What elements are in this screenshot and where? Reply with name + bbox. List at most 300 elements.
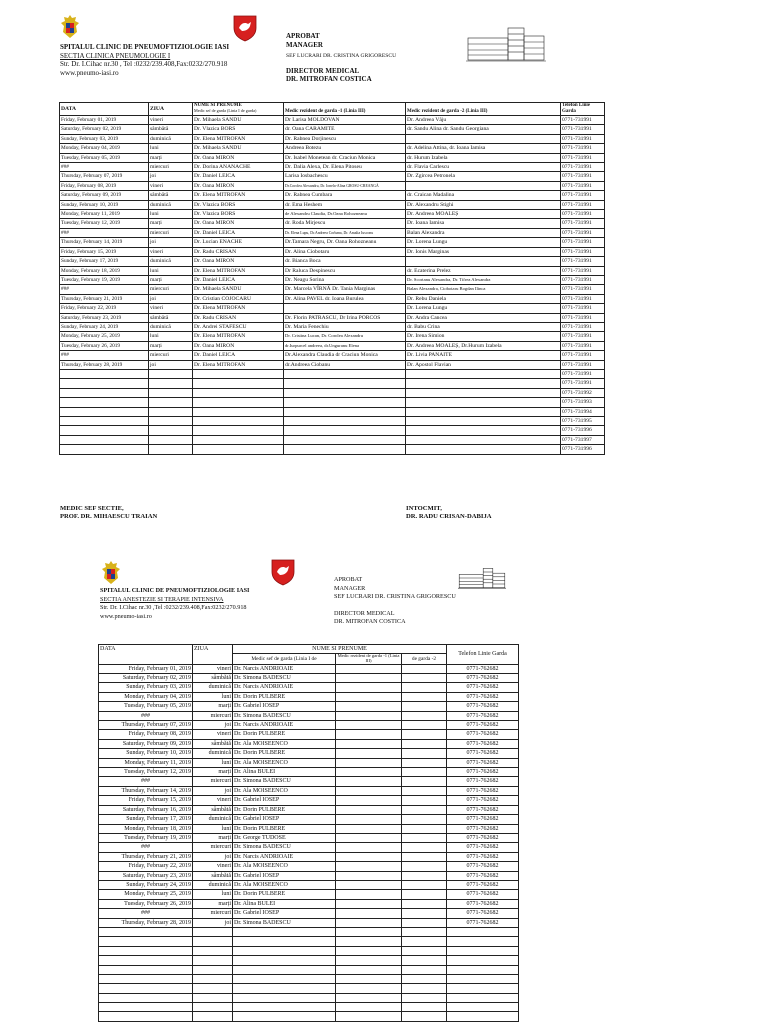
- table-row: [99, 711, 519, 720]
- cell-empty: [336, 824, 402, 833]
- website: www.pneumo-iasi.ro: [100, 612, 152, 620]
- cell-empty: [149, 388, 193, 397]
- table-row: [99, 739, 519, 748]
- cell-empty: [99, 946, 193, 955]
- cell-date: Sunday, February 10, 2019: [99, 749, 193, 758]
- cell-date: Tuesday, February 12, 2019: [99, 768, 193, 777]
- table-row: [60, 275, 605, 284]
- table-row-empty: [60, 369, 605, 378]
- cell-empty: [402, 909, 447, 918]
- cell-phone: 0771-731997: [561, 435, 605, 444]
- cell-phone: 0771-762682: [447, 739, 519, 748]
- cell-chief: Dr. Oana MIRON: [193, 257, 284, 266]
- cell-day: vineri: [149, 304, 193, 313]
- cell-chief: Dr. Narcis ANDRIOAIE: [233, 664, 336, 673]
- cell-phone: 0771-731991: [561, 369, 605, 378]
- cell-day: miercuri: [149, 351, 193, 360]
- cell-resident-2: Dr. Ioana Iamisa: [406, 219, 561, 228]
- cell-resident-2: [406, 181, 561, 190]
- cell-empty: [233, 984, 336, 993]
- table-row: [99, 909, 519, 918]
- cell-chief: Dr. Alina BULEI: [233, 768, 336, 777]
- cell-resident-1: Dr. Rabnea Dorjinescu: [284, 134, 406, 143]
- cell-chief: Dr. Gabriel IOSEP: [233, 702, 336, 711]
- cell-date: Saturday, February 16, 2019: [99, 805, 193, 814]
- cell-chief: Dr. Gabriel IOSEP: [233, 871, 336, 880]
- cell-empty: [99, 974, 193, 983]
- cell-empty: [149, 398, 193, 407]
- cell-day: duminică: [193, 683, 233, 692]
- cell-date: Sunday, February 17, 2019: [60, 257, 149, 266]
- cell-phone: 0771-731991: [561, 247, 605, 256]
- cell-empty: [60, 407, 149, 416]
- cell-phone: 0771-731991: [561, 125, 605, 134]
- cell-empty: [447, 965, 519, 974]
- cell-phone: 0771-762682: [447, 730, 519, 739]
- cell-empty: [402, 674, 447, 683]
- cell-day: vineri: [193, 730, 233, 739]
- cell-empty: [233, 1012, 336, 1021]
- col-header-date: DATA: [99, 645, 193, 665]
- cell-day: vineri: [149, 116, 193, 125]
- header-left: [60, 43, 280, 77]
- cell-phone: 0771-762682: [447, 749, 519, 758]
- cell-phone: 0771-762682: [447, 683, 519, 692]
- cell-phone: 0771-731991: [561, 228, 605, 237]
- cell-empty: [336, 899, 402, 908]
- cell-empty: [402, 862, 447, 871]
- cell-empty: [402, 974, 447, 983]
- cell-phone: 0771-762682: [447, 768, 519, 777]
- cell-empty: [60, 426, 149, 435]
- cell-empty: [233, 946, 336, 955]
- table-row: [60, 228, 605, 237]
- cell-resident-1: dr. Bianca Boca: [284, 257, 406, 266]
- director-label: DIRECTOR MEDICAL: [286, 66, 360, 75]
- table-row: [60, 360, 605, 369]
- cell-phone: 0771-762682: [447, 758, 519, 767]
- cell-empty: [402, 777, 447, 786]
- cell-chief: Dr. Simona BADESCU: [233, 843, 336, 852]
- cell-empty: [336, 956, 402, 965]
- cell-phone: 0771-762682: [447, 880, 519, 889]
- cell-phone: 0771-762682: [447, 871, 519, 880]
- cell-phone: 0771-762682: [447, 721, 519, 730]
- cell-phone: 0771-731991: [561, 116, 605, 125]
- cell-empty: [336, 918, 402, 927]
- cell-chief: Dr. Ala MOISEENCO: [233, 758, 336, 767]
- cell-date: Tuesday, February 26, 2019: [60, 341, 149, 350]
- cell-empty: [336, 937, 402, 946]
- cell-day: miercuri: [149, 228, 193, 237]
- cell-resident-2: Dr. Scortanu Alexandra, Dr. Tifrea Alexandra: [406, 275, 561, 284]
- cell-resident-1: dr.Andreea Ciobanu: [284, 360, 406, 369]
- cell-resident-2: dr. Adelina Attina, dr. Ioana Iamisa: [406, 144, 561, 153]
- cell-empty: [336, 805, 402, 814]
- cell-chief: Dr. Oana MIRON: [193, 341, 284, 350]
- cell-phone: 0771-762682: [447, 777, 519, 786]
- cell-date: Monday, February 04, 2019: [60, 144, 149, 153]
- cell-phone: 0771-762682: [447, 862, 519, 871]
- cell-empty: [336, 768, 402, 777]
- cell-phone: 0771-731991: [561, 238, 605, 247]
- section-name: SECTIA CLINICA PNEUMOLOGIE I: [60, 51, 171, 60]
- cell-phone: 0771-731991: [561, 322, 605, 331]
- cell-phone: 0771-731991: [561, 275, 605, 284]
- cell-phone: 0771-762682: [447, 890, 519, 899]
- cell-empty: [99, 984, 193, 993]
- cell-resident-1: Dr. Neagu Sorina: [284, 275, 406, 284]
- table-row: [60, 116, 605, 125]
- cell-date: Sunday, February 10, 2019: [60, 200, 149, 209]
- cell-phone: 0771-731992: [561, 388, 605, 397]
- cell-date: Monday, February 25, 2019: [99, 890, 193, 899]
- cell-empty: [336, 786, 402, 795]
- table-row: [99, 749, 519, 758]
- cell-chief: Dr. Oana MIRON: [193, 181, 284, 190]
- cell-empty: [336, 739, 402, 748]
- cell-resident-2: Dr. Apostol Flavian: [406, 360, 561, 369]
- cell-day: joi: [149, 294, 193, 303]
- cell-empty: [402, 796, 447, 805]
- cell-chief: Dr. Mihaela SANDU: [193, 116, 284, 125]
- cell-empty: [284, 435, 406, 444]
- cell-empty: [284, 445, 406, 454]
- cell-empty: [402, 739, 447, 748]
- cell-day: marți: [193, 899, 233, 908]
- cell-resident-1: Dr Raluca Despinescu: [284, 266, 406, 275]
- cell-phone: 0771-731991: [561, 163, 605, 172]
- cell-phone: 0771-731991: [561, 379, 605, 388]
- cell-empty: [402, 805, 447, 814]
- cell-chief: Dr. Ala MOISEENCO: [233, 880, 336, 889]
- cell-chief: Dr. Narcis ANDRIOAIE: [233, 683, 336, 692]
- cell-date: ###: [60, 228, 149, 237]
- header-left-2: [100, 587, 330, 621]
- cell-date: ###: [60, 285, 149, 294]
- col-header-names: NUME SI PRENUME: [233, 645, 447, 654]
- cell-phone: 0771-762682: [447, 702, 519, 711]
- cell-resident-2: dr. Craican Madalina: [406, 191, 561, 200]
- cell-date: Tuesday, February 05, 2019: [99, 702, 193, 711]
- table-row-empty: [60, 379, 605, 388]
- cell-empty: [233, 937, 336, 946]
- cell-day: sâmbătă: [193, 871, 233, 880]
- cell-resident-1: Larisa Iosbachescu: [284, 172, 406, 181]
- cell-date: Friday, February 08, 2019: [99, 730, 193, 739]
- cell-empty: [284, 388, 406, 397]
- hospital-building-icon: [458, 566, 506, 590]
- hospital-name: SPITALUL CLINIC DE PNEUMOFTIZIOLOGIE IASI: [60, 43, 230, 51]
- table-row-empty: [60, 445, 605, 454]
- cell-date: Saturday, February 09, 2019: [99, 739, 193, 748]
- cell-chief: Dr. Alina BULEI: [233, 899, 336, 908]
- approved-label: APROBAT: [286, 32, 320, 40]
- cell-date: Tuesday, February 19, 2019: [60, 275, 149, 284]
- cell-phone: 0771-762682: [447, 918, 519, 927]
- cell-date: Thursday, February 14, 2019: [99, 786, 193, 795]
- cell-day: miercuri: [149, 285, 193, 294]
- cell-date: Tuesday, February 12, 2019: [60, 219, 149, 228]
- cell-empty: [99, 956, 193, 965]
- cell-day: joi: [149, 360, 193, 369]
- cell-day: marți: [149, 219, 193, 228]
- table-row: [99, 880, 519, 889]
- cell-chief: Dr. Lucian ENACHE: [193, 238, 284, 247]
- col-header-resident-1: Medic rezident de garda -1 (Linia III): [284, 103, 406, 116]
- cell-resident-1: Dr.Corolea Alexandru, Dr. Ionela-Alina GROSU-CREANGĂ: [284, 181, 406, 190]
- cell-day: marți: [193, 833, 233, 842]
- table-row: [99, 852, 519, 861]
- cell-day: sâmbătă: [149, 191, 193, 200]
- cell-chief: Dr. Simona BADESCU: [233, 777, 336, 786]
- cell-chief: Dr. Andrei STAFESCU: [193, 322, 284, 331]
- table-row: [99, 805, 519, 814]
- cell-resident-1: Dr. Marcela VÎRNĂ Dr. Tania Marginas: [284, 285, 406, 294]
- cell-phone: 0771-731991: [561, 172, 605, 181]
- cell-phone: 0771-731994: [561, 407, 605, 416]
- cell-phone: 0771-762682: [447, 711, 519, 720]
- cell-empty: [402, 880, 447, 889]
- cell-empty: [402, 1003, 447, 1012]
- cell-empty: [447, 993, 519, 1002]
- table-row: [99, 833, 519, 842]
- iasi-county-shield-icon: [232, 14, 258, 42]
- cell-empty: [336, 946, 402, 955]
- cell-empty: [336, 993, 402, 1002]
- cell-date: Tuesday, February 19, 2019: [99, 833, 193, 842]
- cell-day: marți: [193, 702, 233, 711]
- cell-phone: 0771-731991: [561, 313, 605, 322]
- cell-phone: 0771-731991: [561, 257, 605, 266]
- cell-empty: [402, 768, 447, 777]
- cell-day: duminică: [149, 257, 193, 266]
- cell-resident-2: Dr. Andra Cancea: [406, 313, 561, 322]
- table-row: [99, 768, 519, 777]
- cell-phone: 0771-731991: [561, 332, 605, 341]
- cell-day: luni: [193, 758, 233, 767]
- cell-empty: [402, 918, 447, 927]
- cell-empty: [402, 956, 447, 965]
- cell-empty: [284, 407, 406, 416]
- cell-date: Sunday, February 17, 2019: [99, 815, 193, 824]
- table-row: [99, 721, 519, 730]
- cell-resident-2: Dr. Livia PANAITE: [406, 351, 561, 360]
- cell-empty: [284, 369, 406, 378]
- cell-empty: [447, 1012, 519, 1021]
- cell-date: Friday, February 15, 2019: [99, 796, 193, 805]
- cell-empty: [149, 379, 193, 388]
- cell-empty: [233, 1003, 336, 1012]
- col-header-chief: NUME SI PRENUME Medic sef de garda (Linia I de garda): [193, 103, 284, 116]
- cell-date: Saturday, February 02, 2019: [99, 674, 193, 683]
- cell-date: Friday, February 22, 2019: [60, 304, 149, 313]
- cell-date: Sunday, February 03, 2019: [60, 134, 149, 143]
- cell-resident-2: Dr. Rebu Daniela: [406, 294, 561, 303]
- cell-phone: 0771-731995: [561, 417, 605, 426]
- cell-empty: [447, 946, 519, 955]
- cell-empty: [336, 843, 402, 852]
- cell-resident-1: Dr. Rabnea Cumbara: [284, 191, 406, 200]
- table-row-empty: [99, 946, 519, 955]
- cell-empty: [193, 927, 233, 936]
- cell-chief: Dr. Daniel LEICA: [193, 228, 284, 237]
- table-row-empty: [99, 1003, 519, 1012]
- cell-chief: Dr. Oana MIRON: [193, 153, 284, 162]
- table-row-empty: [60, 398, 605, 407]
- table-row: [60, 200, 605, 209]
- cell-chief: Dr. Ala MOISEENCO: [233, 786, 336, 795]
- cell-resident-2: Dr. Andreea MOALEȘ, Dr.Hurum Izabela: [406, 341, 561, 350]
- director-name: DR. MITROFAN COSTICA: [286, 75, 372, 83]
- table-row: [60, 332, 605, 341]
- cell-date: Friday, February 01, 2019: [99, 664, 193, 673]
- cell-empty: [193, 1003, 233, 1012]
- table-row-empty: [60, 407, 605, 416]
- table-1-header: [60, 103, 605, 116]
- cell-date: Monday, February 18, 2019: [99, 824, 193, 833]
- cell-day: marți: [149, 341, 193, 350]
- table-row: [60, 294, 605, 303]
- table-row: [99, 730, 519, 739]
- cell-empty: [149, 407, 193, 416]
- cell-chief: Dr. Elena MITROFAN: [193, 332, 284, 341]
- cell-chief: Dr. Ala MOISEENCO: [233, 739, 336, 748]
- cell-empty: [60, 388, 149, 397]
- cell-empty: [149, 445, 193, 454]
- cell-empty: [402, 843, 447, 852]
- cell-empty: [336, 862, 402, 871]
- cell-resident-2: Dr. Irena Simion: [406, 332, 561, 341]
- table-row-empty: [99, 984, 519, 993]
- cell-empty: [402, 833, 447, 842]
- cell-day: sâmbătă: [193, 805, 233, 814]
- cell-resident-1: dr. Ema Heshem: [284, 200, 406, 209]
- manager-name: SEF LUCRARI DR. CRISTINA GRIGORESCU: [334, 593, 456, 601]
- cell-empty: [402, 871, 447, 880]
- address: Str. Dr. I.Cihac nr.30 ,Tel :0232/239.408,Fax:0232/270.918: [100, 604, 247, 612]
- cell-empty: [336, 1012, 402, 1021]
- cell-empty: [284, 417, 406, 426]
- cell-day: sâmbătă: [149, 313, 193, 322]
- website: www.pneumo-iasi.ro: [60, 68, 119, 77]
- cell-empty: [99, 927, 193, 936]
- cell-empty: [402, 993, 447, 1002]
- cell-resident-2: dr. Flavia Carlescu: [406, 163, 561, 172]
- cell-date: ###: [99, 843, 193, 852]
- table-row: [99, 871, 519, 880]
- cell-day: vineri: [149, 181, 193, 190]
- cell-empty: [336, 927, 402, 936]
- cell-date: Friday, February 15, 2019: [60, 247, 149, 256]
- cell-empty: [60, 369, 149, 378]
- cell-empty: [406, 369, 561, 378]
- cell-empty: [193, 956, 233, 965]
- cell-empty: [406, 445, 561, 454]
- cell-chief: Dr. Vlazica BORS: [193, 125, 284, 134]
- cell-chief: Dr. Daniel LEICA: [193, 172, 284, 181]
- cell-empty: [402, 899, 447, 908]
- cell-phone: 0771-731991: [561, 219, 605, 228]
- cell-empty: [336, 965, 402, 974]
- table-row-empty: [99, 956, 519, 965]
- cell-date: Thursday, February 28, 2019: [99, 918, 193, 927]
- cell-empty: [193, 946, 233, 955]
- cell-chief: Dr. Narcis ANDRIOAIE: [233, 721, 336, 730]
- table-row: [60, 341, 605, 350]
- table-row: [60, 266, 605, 275]
- table-row: [60, 163, 605, 172]
- cell-day: miercuri: [149, 163, 193, 172]
- table-row-empty: [99, 993, 519, 1002]
- director-label: DIRECTOR MEDICAL: [334, 609, 395, 617]
- romania-coat-of-arms-icon: [101, 560, 121, 586]
- cell-chief: Dr. Gabriel IOSEP: [233, 909, 336, 918]
- cell-phone: 0771-731991: [561, 191, 605, 200]
- cell-empty: [193, 407, 284, 416]
- cell-resident-1: de Alexandru Claudia, Dr.Oana Rohozneanu: [284, 210, 406, 219]
- cell-empty: [149, 369, 193, 378]
- cell-day: miercuri: [193, 909, 233, 918]
- cell-resident-2: [406, 134, 561, 143]
- cell-chief: Dr. Elena MITROFAN: [193, 134, 284, 143]
- table-row: [99, 918, 519, 927]
- cell-date: Saturday, February 23, 2019: [60, 313, 149, 322]
- cell-chief: Dr. Simona BADESCU: [233, 711, 336, 720]
- cell-chief: Dr. Oana MIRON: [193, 219, 284, 228]
- cell-day: joi: [193, 721, 233, 730]
- table-row: [99, 758, 519, 767]
- cell-empty: [336, 674, 402, 683]
- cell-empty: [336, 702, 402, 711]
- cell-empty: [233, 993, 336, 1002]
- schedule-table-1: [59, 102, 605, 455]
- cell-date: Saturday, February 09, 2019: [60, 191, 149, 200]
- cell-empty: [447, 974, 519, 983]
- cell-chief: Dr. Vlazica BORS: [193, 210, 284, 219]
- cell-empty: [284, 426, 406, 435]
- cell-date: Sunday, February 24, 2019: [99, 880, 193, 889]
- cell-chief: Dr. Gabriel IOSEP: [233, 796, 336, 805]
- table-row: [99, 786, 519, 795]
- cell-chief: Dr. Simona BADESCU: [233, 674, 336, 683]
- cell-phone: 0771-762682: [447, 674, 519, 683]
- cell-chief: Dr. George TUDOSE: [233, 833, 336, 842]
- table-row: [60, 322, 605, 331]
- romania-coat-of-arms-icon: [60, 14, 80, 40]
- cell-empty: [149, 426, 193, 435]
- cell-phone: 0771-762682: [447, 909, 519, 918]
- cell-day: joi: [193, 852, 233, 861]
- cell-day: luni: [193, 824, 233, 833]
- table-row: [60, 219, 605, 228]
- cell-resident-2: Balan Alexandra, Ciobotaru Bogdan Ilinca: [406, 285, 561, 294]
- cell-phone: 0771-762682: [447, 805, 519, 814]
- table-row-empty: [60, 417, 605, 426]
- cell-empty: [336, 730, 402, 739]
- cell-resident-1: Dr. Alina PAVEL dr. Ioana Burulea: [284, 294, 406, 303]
- cell-chief: Dr. Ala MOISEENCO: [233, 862, 336, 871]
- cell-empty: [193, 369, 284, 378]
- cell-day: luni: [193, 692, 233, 701]
- cell-chief: Dr. Elena MITROFAN: [193, 360, 284, 369]
- cell-date: Saturday, February 23, 2019: [99, 871, 193, 880]
- cell-empty: [233, 927, 336, 936]
- cell-day: marți: [149, 275, 193, 284]
- address: Str. Dr. I.Cihac nr.30 , Tel :0232/239.408,Fax:0232/270.918: [60, 60, 228, 68]
- cell-date: ###: [99, 711, 193, 720]
- cell-day: joi: [193, 786, 233, 795]
